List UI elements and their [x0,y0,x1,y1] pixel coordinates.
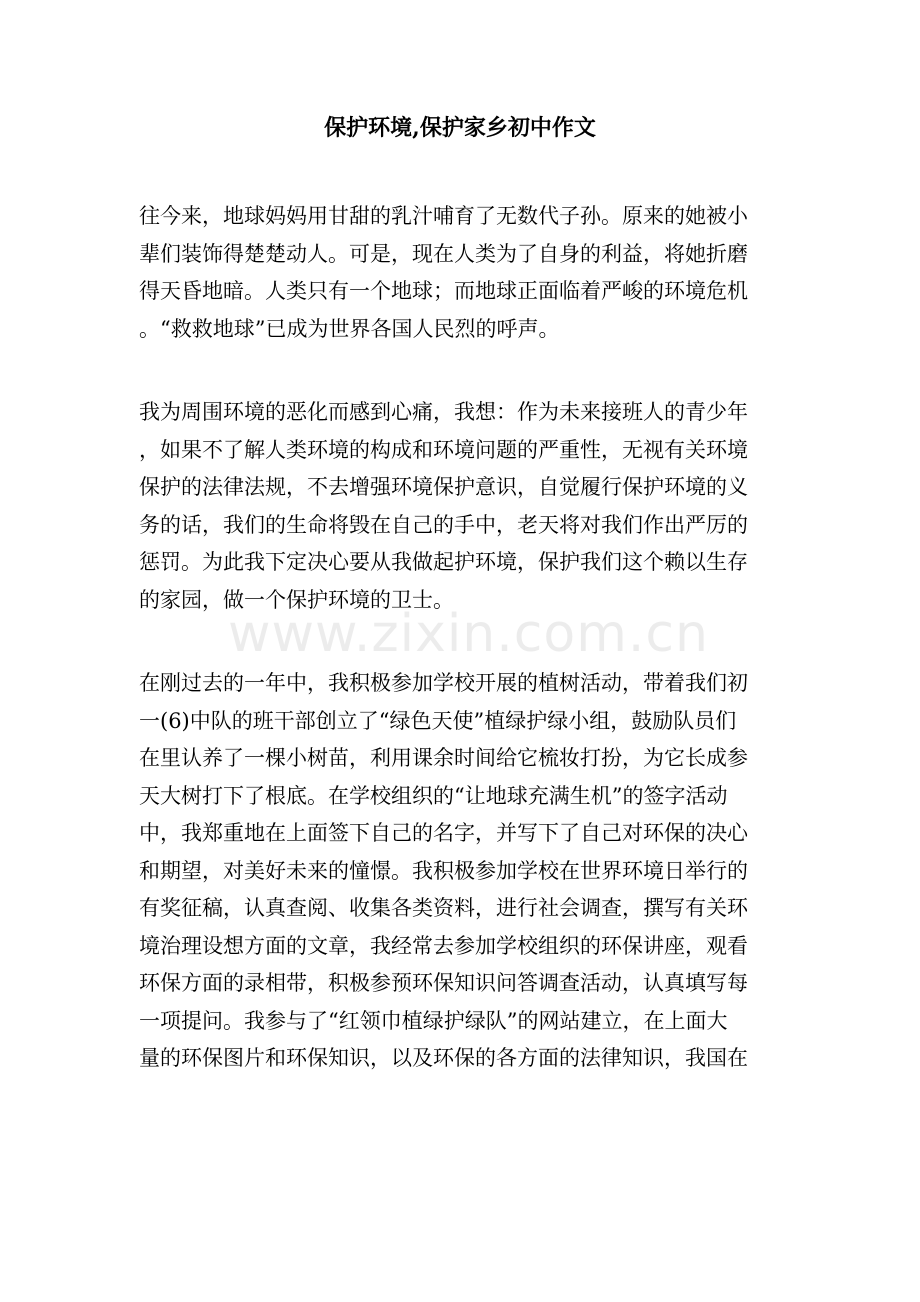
text-line: 中，我郑重地在上面签下自己的名字，并写下了自己对环保的决心 [139,821,748,845]
text-line: 辈们装饰得楚楚动人。可是，现在人类为了自身的利益，将她折磨 [139,241,748,266]
text-line: 。“救救地球”已成为世界各国人民烈的呼声。 [139,316,560,341]
text-line: 在里认养了一棵小树苗，利用课余时间给它梳妆打扮，为它长成参 [139,746,748,770]
text-line: 境治理设想方面的文章，我经常去参加学校组织的环保讲座，观看 [139,933,748,958]
text-line: 保护的法律法规，不去增强环境保护意识，自觉履行保护环境的义 [139,475,748,499]
text-line: 在刚过去的一年中，我积极参加学校开展的植树活动，带着我们初 [139,671,748,695]
text-line: 我为周围环境的恶化而感到心痛，我想：作为未来接班人的青少年 [139,400,748,424]
text-line: 环保方面的录相带，积极参预环保知识问答调查活动，认真填写每 [139,971,748,995]
text-line: 一(6)中队的班干部创立了“绿色天使”植绿护绿小组，鼓励队员们 [139,708,737,733]
text-line: 和期望，对美好未来的憧憬。我积极参加学校在世界环境日举行的 [139,858,748,883]
paragraph-2 [139,394,780,619]
text-line: 往今来，地球妈妈用甘甜的乳汁哺育了无数代子孙。原来的她被小 [139,204,748,228]
paragraph-3 [139,665,780,1078]
essay-body [139,198,780,1124]
text-line: 一项提问。我参与了“红领巾植绿护绿队”的网站建立，在上面大 [139,1008,728,1033]
text-line: 天大树打下了根底。在学校组织的“让地球充满生机”的签字活动 [139,783,728,808]
text-line: 量的环保图片和环保知识，以及环保的各方面的法律知识，我国在 [139,1046,748,1070]
text-line: 的家园，做一个保护环境的卫士。 [139,587,454,612]
watermark-text: www.zixin.com.cn [228,604,709,664]
paragraph-1 [139,198,780,348]
text-line: 有奖征稿，认真查阅、收集各类资料，进行社会调查，撰写有关环 [139,896,748,920]
text-line: 惩罚。为此我下定决心要从我做起护环境，保护我们这个赖以生存 [139,550,748,574]
page-title: 保护环境,保护家乡初中作文 [324,115,596,141]
text-line: 得天昏地暗。人类只有一个地球；而地球正面临着严峻的环境危机 [139,279,748,303]
text-line: ，如果不了解人类环境的构成和环境问题的严重性，无视有关环境 [139,437,748,462]
text-line: 务的话，我们的生命将毁在自己的手中，老天将对我们作出严厉的 [139,512,748,537]
